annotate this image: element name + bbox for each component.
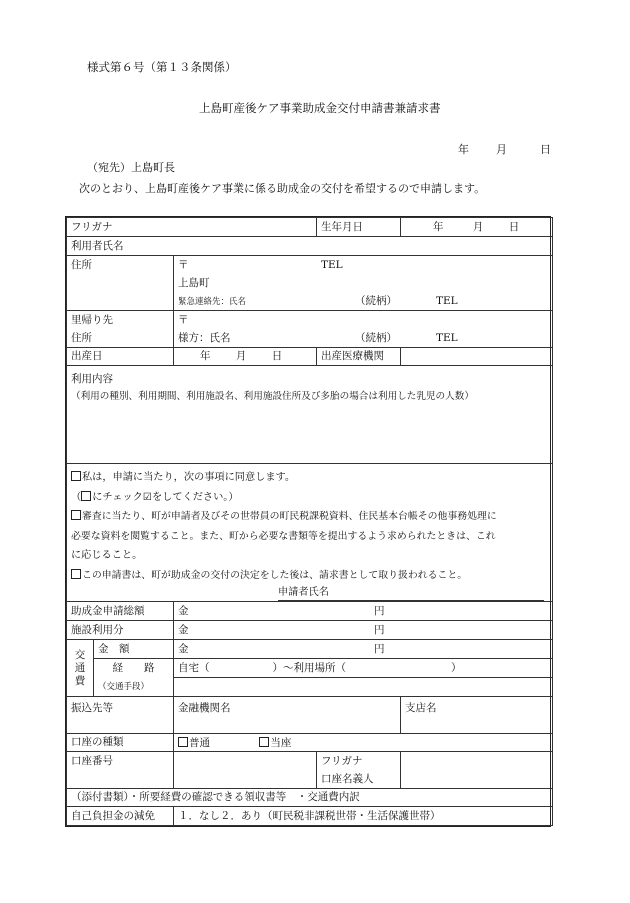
current-checkbox[interactable] bbox=[259, 737, 269, 747]
return-address-label: 住所 bbox=[67, 330, 174, 348]
total-amount-field[interactable] bbox=[174, 602, 553, 621]
consent-item1-checkbox[interactable] bbox=[71, 510, 81, 520]
holder-kana-label: フリガナ bbox=[321, 755, 363, 767]
total-kin: 金 bbox=[178, 604, 189, 617]
consent-checkbox[interactable] bbox=[71, 471, 81, 481]
signature-line[interactable] bbox=[278, 585, 544, 601]
consent-item2-checkbox[interactable] bbox=[71, 569, 81, 579]
furigana-label: フリガナ bbox=[71, 220, 113, 233]
emergency-line[interactable] bbox=[174, 293, 553, 311]
attachments: （添付書類）・所要経費の確認できる領収書等 ・交通費内訳 bbox=[67, 789, 553, 807]
facility-field[interactable] bbox=[174, 621, 553, 640]
address-town: 上島町 bbox=[174, 275, 553, 293]
ordinary-label: 普通 bbox=[189, 736, 210, 749]
branch-field[interactable] bbox=[401, 697, 553, 734]
date-day: 日 bbox=[540, 143, 551, 156]
delivery-date-label: 出産日 bbox=[67, 348, 174, 366]
holder-label-cell bbox=[317, 752, 401, 789]
reduction-options[interactable]: １．なし２．あり（町民税非課税世帯・生活保護世帯） bbox=[174, 807, 553, 826]
ordinary-checkbox[interactable] bbox=[178, 737, 188, 747]
birth-date-field[interactable] bbox=[401, 218, 553, 237]
account-type-label: 口座の種類 bbox=[67, 734, 174, 752]
delivery-day: 日 bbox=[271, 350, 283, 363]
postal-mark: 〒 bbox=[178, 259, 189, 271]
page-title: 上島町産後ケア事業助成金交付申請書兼請求書 bbox=[199, 101, 441, 115]
transport-yen: 円 bbox=[374, 642, 385, 655]
account-no-label: 口座番号 bbox=[67, 752, 174, 789]
hospital-field[interactable] bbox=[401, 348, 553, 366]
emergency-relation: （続柄） bbox=[355, 295, 397, 307]
means-field[interactable] bbox=[174, 678, 553, 697]
tel-label: TEL bbox=[321, 259, 343, 271]
care-of-line[interactable] bbox=[174, 330, 553, 348]
current-label: 当座 bbox=[270, 736, 292, 749]
institution-field[interactable] bbox=[174, 697, 401, 734]
delivery-year: 年 bbox=[200, 350, 211, 363]
means-label: （交通手段） bbox=[94, 678, 174, 697]
care-of-relation: （続柄） bbox=[355, 332, 397, 344]
usage-label: 利用内容 bbox=[71, 373, 113, 385]
consent-item1-c: に応じること。 bbox=[71, 550, 143, 561]
date-year: 年 bbox=[458, 143, 469, 156]
account-type-field bbox=[174, 734, 553, 752]
total-amount-label: 助成金申請総額 bbox=[67, 602, 174, 621]
care-of-tel: TEL bbox=[436, 332, 458, 344]
delivery-date-field[interactable] bbox=[174, 348, 317, 366]
transfer-label: 振込先等 bbox=[67, 697, 174, 734]
user-name-cell[interactable] bbox=[67, 237, 553, 256]
address-label: 住所 bbox=[67, 256, 174, 275]
return-home-label: 里帰り先 bbox=[67, 311, 174, 330]
consent-item1-b: 必要な資料を閲覧すること。また、町から必要な書類等を提出するよう求められたときは、これ bbox=[71, 530, 496, 542]
birth-day: 日 bbox=[508, 220, 520, 233]
intro-text: 次のとおり、上島町産後ケア事業に係る助成金の交付を希望するので申請します。 bbox=[79, 182, 486, 195]
form-id: 様式第６号（第１３条関係） bbox=[87, 60, 237, 74]
address-postal-line[interactable] bbox=[174, 256, 553, 275]
consent-item2: この申請書は、町が助成金の交付の決定をした後は、請求書として取り扱われること。 bbox=[82, 569, 468, 581]
account-no-field[interactable] bbox=[174, 752, 317, 789]
holder-name-label: 口座名義人 bbox=[321, 773, 374, 785]
application-form bbox=[65, 216, 551, 827]
total-yen: 円 bbox=[374, 604, 385, 617]
transport-amount-field[interactable] bbox=[174, 640, 553, 659]
facility-yen: 円 bbox=[374, 623, 385, 636]
usage-note: （利用の種別、利用期間、利用施設名、利用施設住所及び多胎の場合は利用した乳児の人数） bbox=[71, 391, 474, 402]
reduction-label: 自己負担金の減免 bbox=[67, 807, 174, 826]
delivery-month: 月 bbox=[235, 350, 247, 363]
route-label: 経 路 bbox=[94, 659, 174, 678]
signature-label: 申請者氏名 bbox=[278, 587, 329, 598]
care-of-label: 様方：氏名 bbox=[178, 332, 231, 344]
furigana-cell[interactable] bbox=[67, 218, 317, 237]
date-month: 月 bbox=[496, 143, 507, 156]
check-hint-open: （ bbox=[71, 491, 82, 503]
consent-block bbox=[67, 464, 553, 602]
form-table bbox=[66, 217, 553, 826]
user-name-label: 利用者氏名 bbox=[71, 239, 124, 252]
emergency-label: 緊急連絡先：氏名 bbox=[178, 297, 247, 307]
facility-kin: 金 bbox=[178, 623, 189, 636]
addressee: （宛先）上島町長 bbox=[87, 161, 175, 174]
transport-label: 交通費 bbox=[67, 640, 94, 697]
facility-label: 施設利用分 bbox=[67, 621, 174, 640]
birth-month: 月 bbox=[472, 220, 484, 233]
route-field[interactable]: 自宅（ ）～利用場所（ ） bbox=[174, 659, 553, 678]
holder-field[interactable] bbox=[401, 752, 553, 789]
birth-date-label: 生年月日 bbox=[317, 218, 401, 237]
check-hint-text: にチェック☑をしてください。） bbox=[92, 491, 239, 503]
transport-kin: 金 bbox=[178, 642, 189, 655]
institution-label: 金融機関名 bbox=[178, 702, 231, 714]
example-checkbox-icon bbox=[81, 491, 91, 501]
usage-cell[interactable] bbox=[67, 366, 553, 464]
birth-year: 年 bbox=[433, 220, 444, 233]
hospital-label: 出産医療機関 bbox=[317, 348, 401, 366]
return-postal[interactable]: 〒 bbox=[174, 311, 553, 330]
consent-lead: 私は，申請に当たり，次の事項に同意します。 bbox=[82, 472, 296, 483]
transport-amount-label: 金 額 bbox=[94, 640, 174, 659]
consent-item1-a: 審査に当たり、町が申請者及びその世帯員の町民税課税資料、住民基本台帳その他事務処理に bbox=[82, 511, 497, 522]
branch-label: 支店名 bbox=[405, 702, 437, 714]
emergency-tel: TEL bbox=[436, 295, 458, 307]
